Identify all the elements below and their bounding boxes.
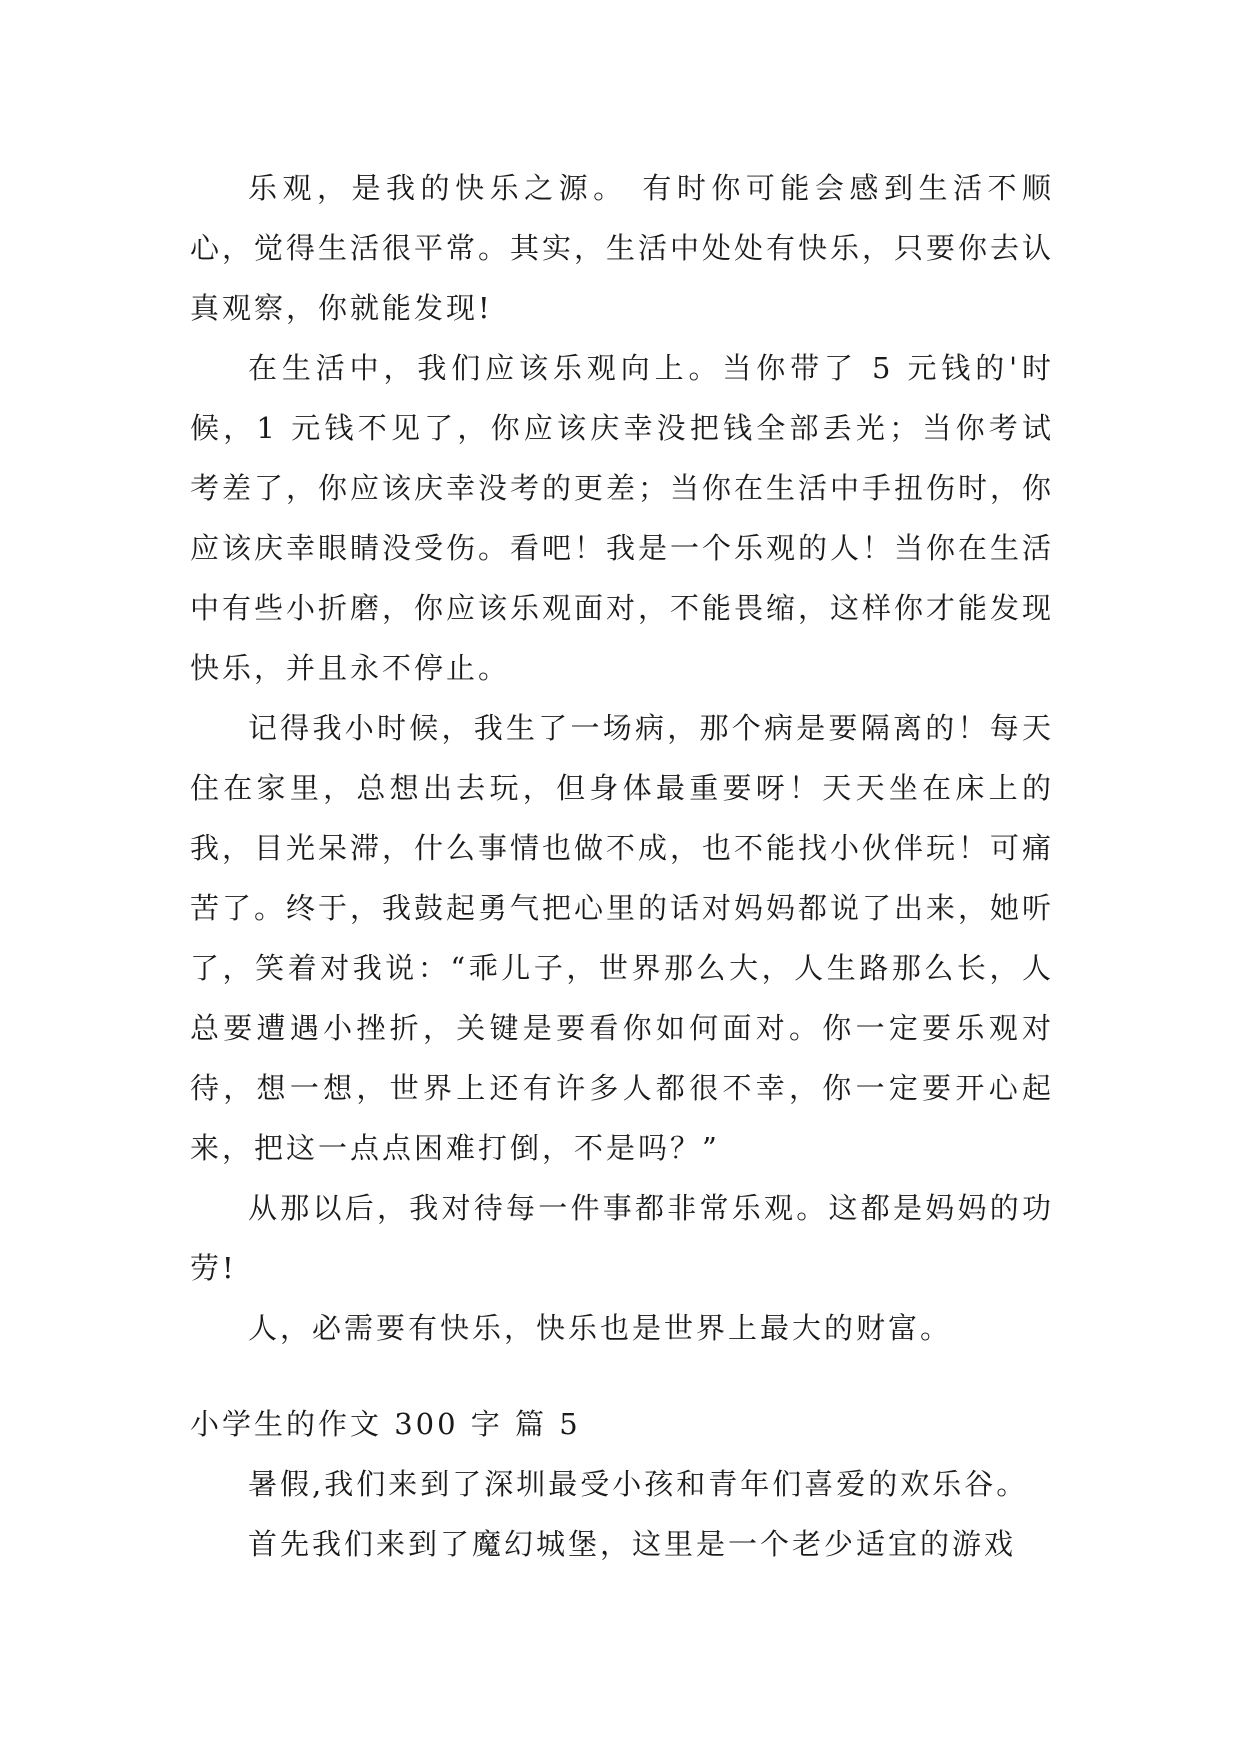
paragraph-summer-vacation: 暑假,我们来到了深圳最受小孩和青年们喜爱的欢乐谷。 bbox=[248, 1467, 1029, 1501]
paragraph-illness-story: 记得我小时候，我生了一场病，那个病是要隔离的！每天住在家里，总想出去玩，但身体最重要呀！天天坐在床上的我，目光呆滞，什么事情也做不成，也不能找小伙伴玩！可痛苦了。终于，我鼓起勇气把心里的话对妈妈都说了出来，她听了，笑着对我说：“乖儿子，世界那么大，人生路那么长，人总要遭遇小挫折，关键是要看你如何面对。你一定要乐观对待，想一想，世界上还有许多人都很不幸，你一定要开心起来，把这一点点困难打倒，不是吗？” bbox=[190, 711, 1055, 1165]
paragraph-optimism-examples: 在生活中，我们应该乐观向上。当你带了 5 元钱的'时候，1 元钱不见了，你应该庆幸没把钱全部丢光；当你考试考差了，你应该庆幸没考的更差；当你在生活中手扭伤时，你应该庆幸眼睛没受伤。看吧！我是一个乐观的人！当你在生活中有些小折磨，你应该乐观面对，不能畏缩，这样你才能发现快乐，并且永不停止。 bbox=[190, 351, 1055, 685]
paragraph-after-that: 从那以后，我对待每一件事都非常乐观。这都是妈妈的功劳! bbox=[190, 1191, 1054, 1285]
paragraph-magic-castle: 首先我们来到了魔幻城堡，这里是一个老少适宜的游戏 bbox=[248, 1527, 1017, 1561]
paragraph-conclusion: 人，必需要有快乐，快乐也是世界上最大的财富。 bbox=[248, 1311, 953, 1345]
paragraph-optimism-intro: 乐观，是我的快乐之源。 有时你可能会感到生活不顺心，觉得生活很平常。其实，生活中处处有快乐，只要你去认真观察，你就能发现! bbox=[190, 171, 1055, 325]
document-body bbox=[190, 158, 1054, 1574]
section-title: 小学生的作文 300 字 篇 5 bbox=[190, 1407, 581, 1441]
